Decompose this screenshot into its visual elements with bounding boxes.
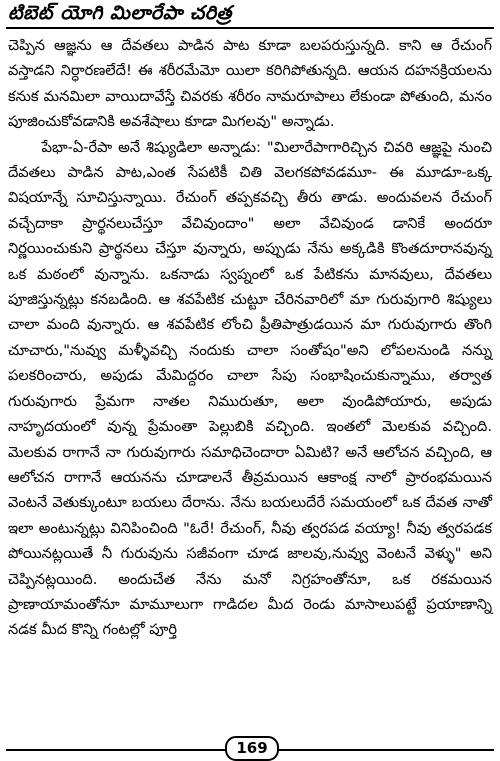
paragraph: చెప్పిన ఆజ్ఞను ఆ దేవతలు పాడిన పాట కూడా బలపరుస్తున్నది. కాని ఆ రేచుంగ్ వస్తాడని నిర్ధారణలేదే! ఈ శరీరమేమో యిలా కరిగిపోతున్నది. ఆయన దహనక్రియలను కనుక మనమిలా వాయిదావేస్తే చివరకు శరీరం నామరూపాలు లేకుండా పోతుంది, మనం పూజించుకోవడానికి అవశేషాలు కూడా మిగలవు" అన్నాడు.	[8, 37, 492, 131]
paragraph: పేభా-ఏ-రేపా అనే శిష్యుడిలా అన్నాడు: "మిలారేపాగారిచ్చిన చివరి ఆజ్ఞపై నుంచి దేవతలు పాడిన పాట,ఎంత సేపటికీ చితి వెలగకపోవడమూ- ఈ మూడూ-ఒక్క విషయాన్నే సూచిస్తున్నాయి. రేచుంగ్ తప్పకవచ్చి తీరు తాడు. అందువలన రేచుంగ్ వచ్చేదాకా ప్రార్థనలుచేస్తూ వేచివుందాం" అలా వేచివుండ డానికే అందరూ నిర్ణయించుకుని ప్రార్థనలు చేస్తూ వున్నారు, అప్పుడు నేను అక్కడికి కొంతదూరానవున్న ఒక మఠంలో వున్నాను. ఒకనాడు స్వప్నంలో ఒక పేటికను మానవులు, దేవతలు పూజిస్తున్నట్లు కనబడింది. ఆ శవపేటిక చుట్టూ చేరినవారిలో మా గురువుగారి శిష్యులు చాలా మంది వున్నారు. ఆ శవపేటిక లోంచి ప్రీతిపాత్రుడయిన మా గురువుగారు తొంగి చూచారు,"నువ్వు మళ్ళీవచ్చి నందుకు చాలా సంతోషం"అని లోపలనుండి నన్ను పలకరించారు, అపుడు మేమిద్దరం చాలా సేపు సంభాషించుకున్నాము, తర్వాత గురువుగారు ప్రేమగా నాతల నిమురుతూ, అలా వుండిపోయారు, అపుడు నాహృదయంలో వున్న ప్రేమంతా పెల్లుబికి వచ్చింది. ఇంతలో మెలకువ వచ్చింది. మెలకువ రాగానే నా గురువుగారు సమాధిచెందారా ఏమిటి? అనే ఆలోచన వచ్చింది, ఆ ఆలోచన రాగానే ఆయనను చూడాలనే తీవ్రమయిన ఆకాంక్ష నాలో ప్రారంభమయిన వెంటనే వెతుక్కుంటూ బయలు దేరాను. నేను బయలుదేరే సమయంలో ఒక దేవత నాతో ఇలా అంటున్నట్లు వినిపించింది "ఓరే! రేచుంగ్, నీవు త్వరపడ వయ్యా! నీవు త్వరపడక పోయినట్లయితే నీ గురువును సజీవంగా చూడ జాలవు,నువ్వు వెంటనే వెళ్ళు" అని చెప్పినట్లయింది. అందుచేత నేను మనో నిగ్రహంతోనూ, ఒక రకమయిన ప్రాణాయామంతోనూ మామూలుగా గాడిదల మీద రెండు మాసాలుపట్టే ప్రయాణాన్ని నడక మీద కొన్ని గంటల్లో పూర్తి	[8, 138, 492, 639]
page-number: 169	[225, 736, 279, 761]
running-header	[6, 0, 494, 29]
book-title: టిబెట్ యోగి మిలారేపా చరిత్ర	[8, 2, 232, 24]
body-text	[8, 33, 492, 643]
